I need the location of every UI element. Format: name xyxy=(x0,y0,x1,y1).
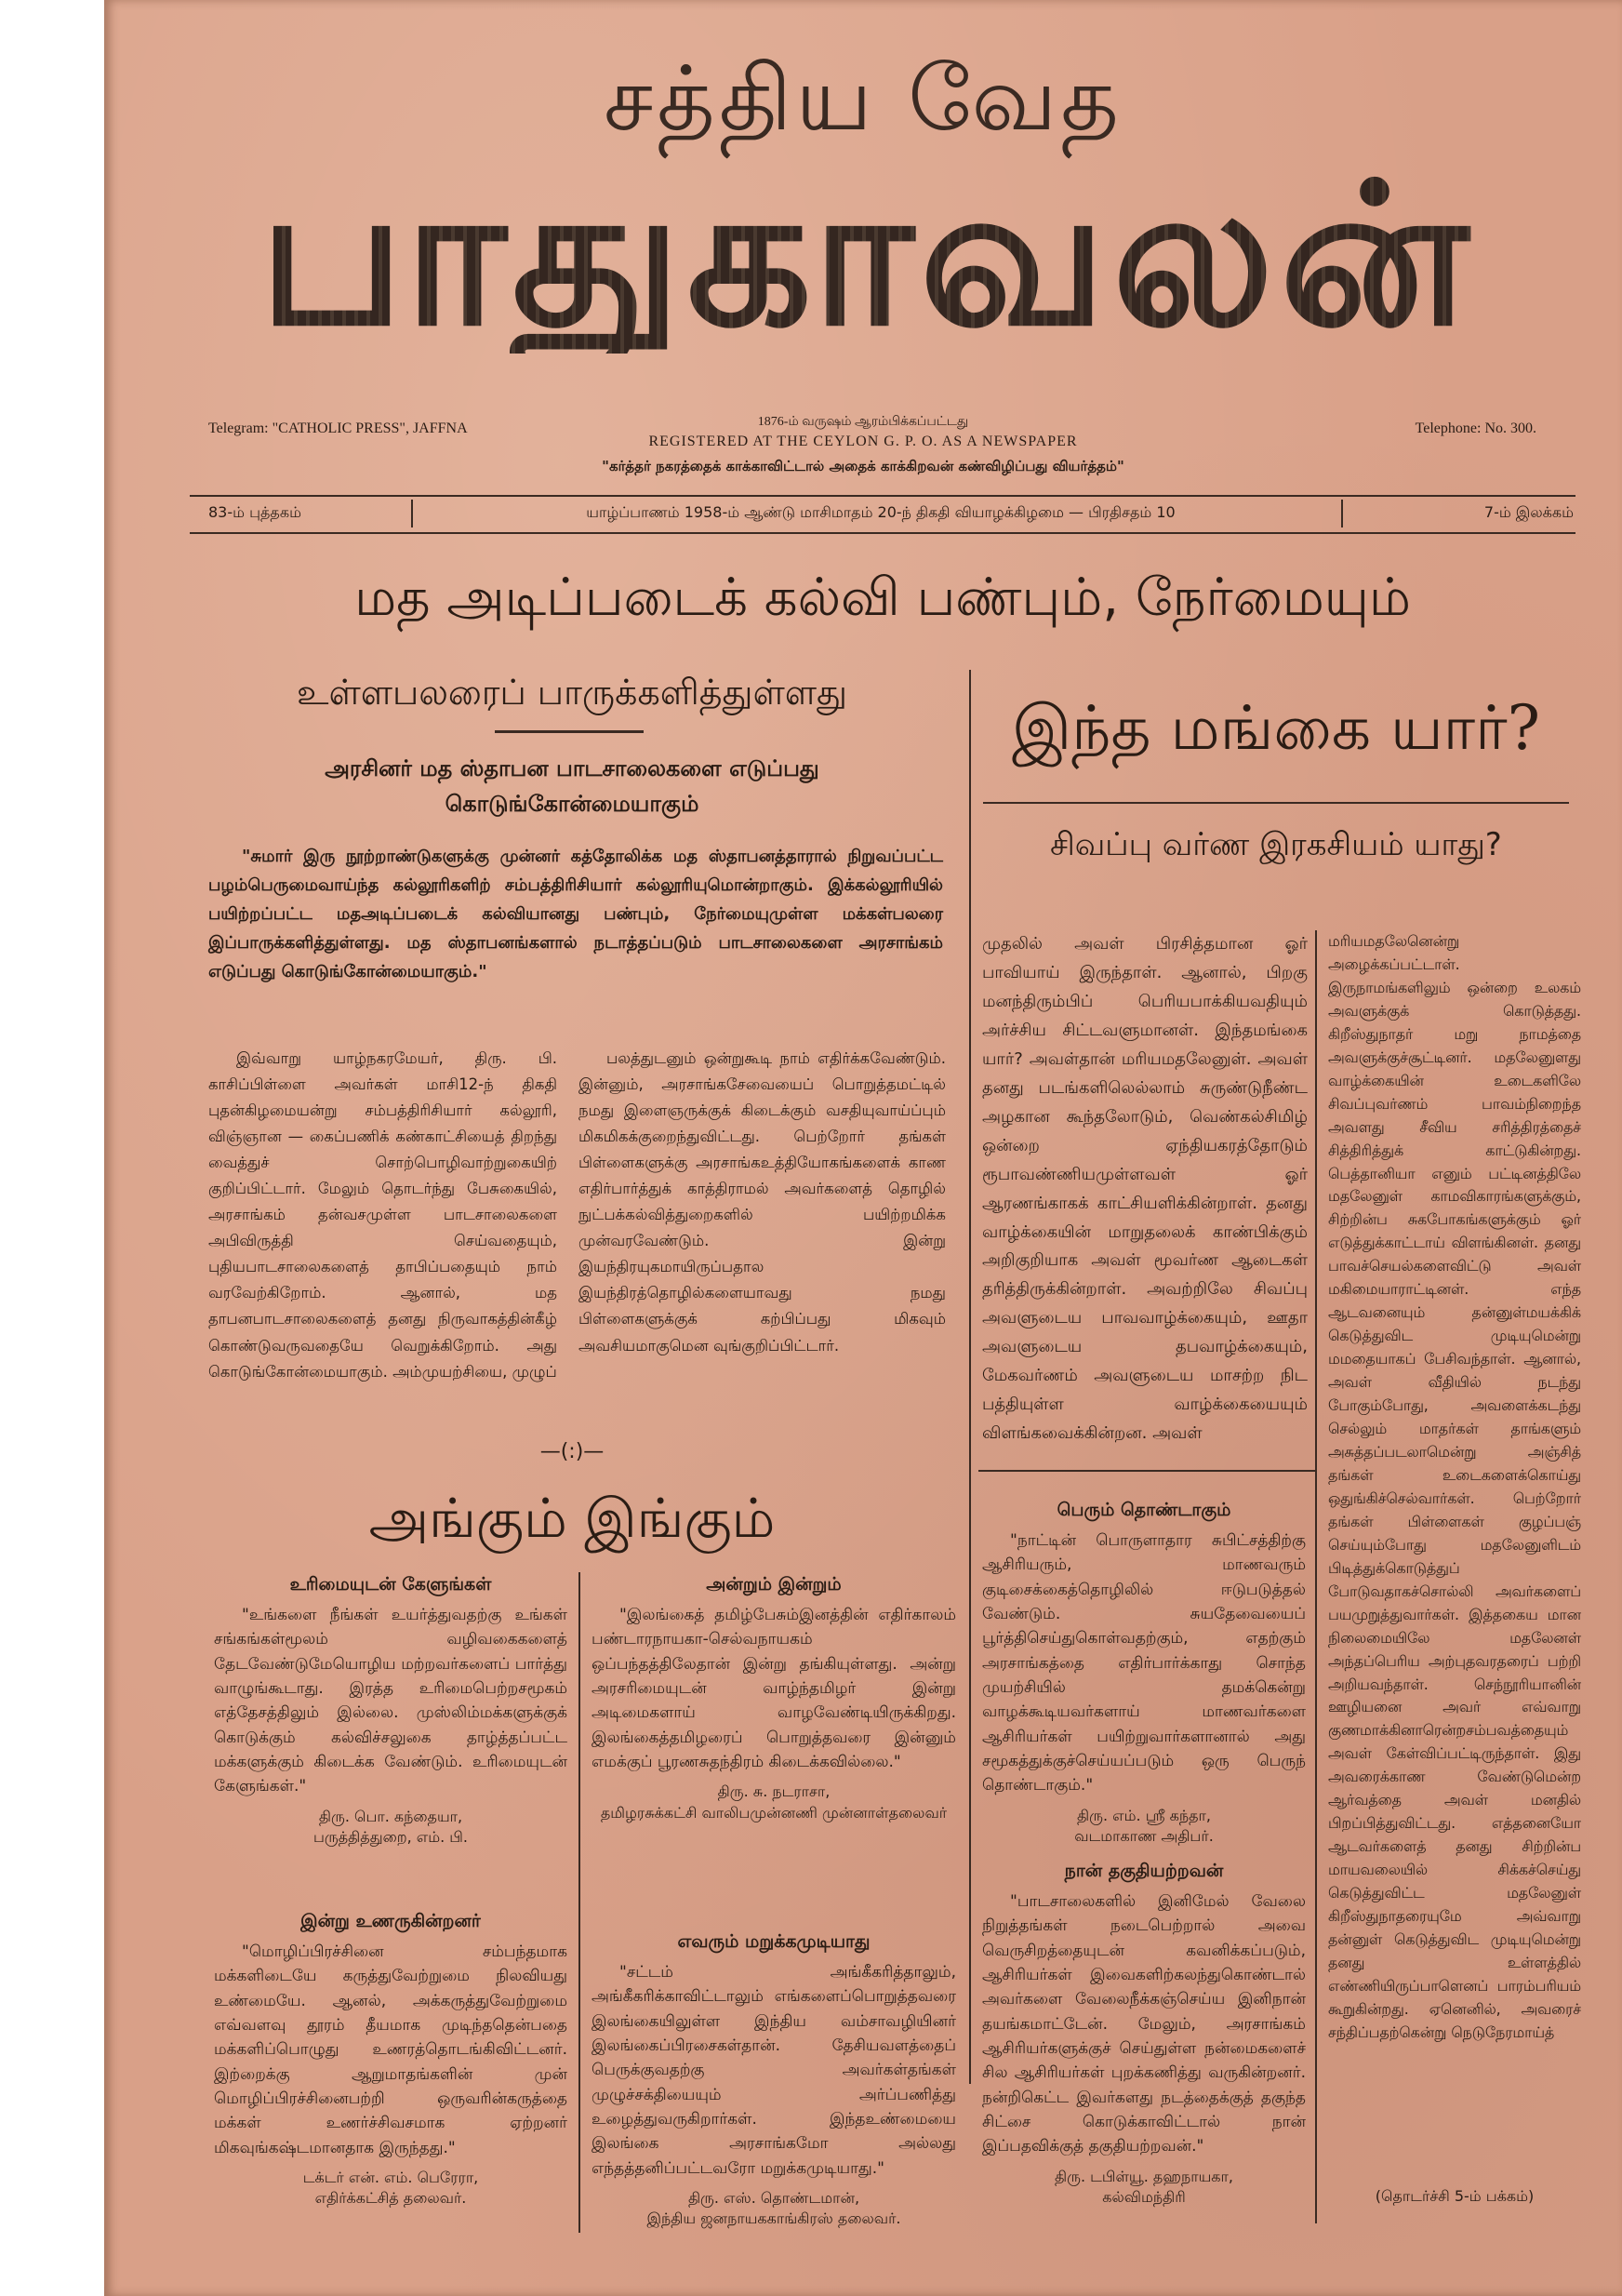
column-divider-main xyxy=(969,670,971,2084)
telegram-line: Telegram: "CATHOLIC PRESS", JAFFNA xyxy=(208,420,468,436)
lead-subheadline-2: கொடுங்கோன்மையாகும் xyxy=(445,791,699,817)
news-item-heading: இன்று உணருகின்றனர் xyxy=(300,1911,481,1931)
news-item xyxy=(214,1574,567,1849)
news-item-body: "உங்களை நீங்கள் உயர்த்துவதற்கு உங்கள் சங்கங்கள்மூலம் வழிவகைகளைத் தேடவேண்டுமேயொழிய மற்றவர்களைப் பார்த்து வாழுங்கூடாது. இரத்த உரிமைபெற்றசமூகம் எத்தேசத்திலும் இல்லை. முஸ்லிம்மக்களுக்குக் கொடுக்கும் கல்விச்சலுகை தாழ்த்தப்பட்ட மக்களுக்கும் கிடைக்க வேண்டும். உரிமையுடன் கேளுங்கள்." xyxy=(214,1606,567,1796)
news-item-signature-title: பருத்தித்துறை, எம். பி. xyxy=(313,1828,468,1847)
news-item-heading: உரிமையுடன் கேளுங்கள் xyxy=(289,1574,492,1595)
newspaper-page xyxy=(104,0,1622,2296)
news-item-signature: திரு. பொ. கந்தையா, xyxy=(318,1807,463,1825)
news-item-heading: எவரும் மறுக்கமுடியாது xyxy=(677,1931,871,1952)
motto: "கர்த்தர் நகரத்தைக் காக்காவிட்டால் அதைக் காக்கிறவன் கண்விழிப்பது வியர்த்தம்" xyxy=(602,458,1124,474)
news-item xyxy=(982,1861,1306,2209)
lead-column-2: பலத்துடனும் ஒன்றுகூடி நாம் எதிர்க்கவேண்டும். இன்னும், அரசாங்கசேவையைப் பொறுத்தமட்டில் நமது இளைஞருக்குக் கிடைக்கும் வசதியுவாய்ப்பும் மிகமிகக்குறைந்துவிட்டது. பெற்றோர் தங்கள் பிள்ளைகளுக்கு அரசாங்கஉத்தியோகங்களைக் காண எதிர்பார்த்துக் காத்திராமல் அவர்களைத் தொழில் நுட்பக்கல்வித்துறைகளில் பயிற்றமிக்க முன்வரவேண்டும். இன்று இயந்திரயுகமாயிருப்பதால இயந்திரத்தொழில்களையாவது நமது பிள்ளைகளுக்குக் கற்பிப்பது மிகவும் அவசியமாகுமென வுங்குறிப்பிட்டார். xyxy=(578,1049,946,1355)
column-divider-left xyxy=(578,1572,580,2233)
dateline-divider xyxy=(1341,500,1343,527)
masthead-top-title: சத்திய வேத xyxy=(604,47,1123,151)
news-item-signature-title: இந்திய ஜனநாயககாங்கிரஸ் தலைவர். xyxy=(646,2209,901,2228)
issue-date: யாழ்ப்பாணம் 1958-ம் ஆண்டு மாசிமாதம் 20-ந் திகதி வியாழக்கிழமை — பிரதிசதம் 10 xyxy=(586,503,1176,521)
lead-ornament-rule xyxy=(495,730,644,733)
news-item-signature: திரு. டபிள்யூ. தஹநாயகா, xyxy=(1055,2167,1233,2185)
mystery-end-rule xyxy=(978,1470,1315,1472)
news-item-body: "நாட்டின் பொருளாதார சுபிட்சத்திற்கு ஆசிரியரும், மாணவரும் குடிசைக்கைத்தொழிலில் ஈடுபடுத்தல் வேண்டும். சுயதேவையைப் பூர்த்திசெய்துகொள்வதற்கும், எதற்கும் அரசாங்கத்தை எதிர்பார்க்காது சொந்த முயற்சியில் தமக்கென்று வாழக்கூடியவர்களாய் மாணவர்களை ஆசிரியர்கள் பயிற்றுவார்களானால் அது சமூகத்துக்குச்செய்யப்படும் ஒரு பெருந் தொண்டாகும்." xyxy=(982,1531,1306,1795)
news-item xyxy=(214,1911,567,2209)
mystery-column-1: முதலில் அவள் பிரசித்தமான ஓர் பாவியாய் இருந்தாள். ஆனால், பிறகு மனந்திரும்பிப் பெரியபாக்கியவதியும் அர்ச்சிய சிட்டவளுமானள். இந்தமங்கை யார்? அவள்தான் மரியமதலேனுள். அவள் தனது படங்களிலெல்லாம் சுருண்டுநீண்ட அழகான கூந்தலோடும், வெண்கல்சிமிழ் ஒன்றை ஏந்தியகரத்தோடும் ரூபாவண்ணியமுள்ளவள் ஓர் ஆரணங்காகக் காட்சியளிக்கின்றாள். தனது வாழ்க்கையின் மாறுதலைக் காண்பிக்கும் அறிகுறியாக அவள் மூவர்ண ஆடைகள் தரித்திருக்கின்றாள். அவற்றிலே சிவப்பு அவளுடைய பாவவாழ்க்கையும், ஊதா அவளுடைய தபவாழ்க்கையும், மேகவர்ணம் அவளுடைய மாசற்ற நிட பத்தியுள்ள வாழ்க்கையையும் விளங்கவைக்கின்றன. அவள் xyxy=(982,934,1308,1444)
news-item-body: "சட்டம் அங்கீகரித்தாலும், அங்கீகரிக்காவிட்டாலும் எங்களைப்பொறுத்தவரை இலங்கையிலுள்ள இந்திய வம்சாவழியினர் இலங்கைப்பிரசைகள்தான். தேசியவளத்தைப் பெருக்குவதற்கு அவர்கள்தங்கள் முழுச்சக்தியையும் அர்ப்பணித்து உழைத்துவருகிறார்கள். இந்தஉண்மையை இலங்கை அரசாங்கமோ அல்லது எந்தத்தனிப்பட்டவரோ மறுக்கமுடியாது." xyxy=(592,1963,956,2178)
news-item xyxy=(982,1500,1306,1848)
section-ornament: —(:)— xyxy=(539,1440,605,1463)
telephone-line: Telephone: No. 300. xyxy=(1415,420,1536,436)
news-item-signature-title: தமிழரசுக்கட்சி வாலிபமுன்னணி முன்னாள்தலைவர் xyxy=(600,1803,948,1822)
dateline-top-rule xyxy=(190,495,1575,497)
main-headline: மத அடிப்படைக் கல்வி பண்பும், நேர்மையும் xyxy=(354,567,1411,628)
mystery-column-2: மரியமதலேனென்று அழைக்கப்பட்டாள். இருநாமங்களிலும் ஒன்றை உலகம் அவளுக்குக் கொடுத்தது. கிறீஸ்துநாதர் மறு நாமத்தை அவளுக்குச்சூட்டினர். மதலேனுளது வாழ்க்கையின் உடைகளிலே சிவப்புவர்ணம் பாவம்நிறைந்த அவளது சீவிய சரித்திரத்தைச் சித்திரித்துக் காட்டுகின்றது. பெத்தானியா எனும் பட்டினத்திலே மதலேனுள் காமவிகாரங்களுக்கும், சிற்றின்ப சுகபோகங்களுக்கும் ஓர் எடுத்துக்காட்டாய் விளங்கினள். தனது பாவச்செயல்களைவிட்டு அவள் மகிமையாராட்டினள். எந்த ஆடவனையும் தன்னுள்மயக்கிக் கெடுத்துவிட முடியுமென்று மமதையாகப் பேசிவந்தாள். ஆனால், அவள் வீதியில் நடந்து போகும்போது, அவளைக்கடந்து செல்லும் மாதர்கள் தாங்களும் அசுத்தப்படலாமென்று அஞ்சித் தங்கள் உடைகளைக்கொய்து ஒதுங்கிச்செல்வார்கள். பெற்றோர் தங்கள் பிள்ளைகள் குழப்பஞ் செய்யும்போது மதலேனுளிடம் பிடித்துக்கொடுத்துப் போடுவதாகச்சொல்லி அவர்களைப் பயமுறுத்துவார்கள். இத்தகைய மான நிலைமையிலே மதலேனள் அந்தப்பெரிய அற்புதவரதரைப் பற்றி அறியவந்தாள். செந்நூரியானின் ஊழியனை அவர் எவ்வாறு குணமாக்கினாரென்றசம்பவத்தையும் அவள் கேள்விப்பட்டிருந்தாள். இது அவரைக்காண வேண்டுமென்ற ஆர்வத்தை அவள் மனதில் பிறப்பித்துவிட்டது. எத்தனையோ ஆடவர்களைத் தனது சிற்றின்ப மாயவலையில் சிக்கச்செய்து கெடுத்துவிட்ட மதலேனுள் கிறீஸ்துநாதரையுமே அவ்வாறு தன்னுள் கெடுத்துவிட முடியுமென்று தனது உள்ளத்தில் எண்ணியிருப்பாளெனப் பாரம்பரியம் கூறுகின்றது. ஏனெனில், அவரைச் சந்திப்பதற்கென்று நெடுநேரமாய்த் xyxy=(1328,932,1581,2041)
registered-line: REGISTERED AT THE CEYLON G. P. O. AS A NEWSPAPER xyxy=(648,434,1078,449)
news-item-heading: நான் தகுதியற்றவன் xyxy=(1064,1861,1224,1881)
news-item-signature-title: கல்விமந்திரி xyxy=(1102,2188,1186,2207)
mystery-rule xyxy=(983,802,1569,804)
news-item-body: "இலங்கைத் தமிழ்பேசும்இனத்தின் எதிர்காலம் பண்டாரநாயகா-செல்வநாயகம் ஒப்பந்தத்திலேதான் இன்று தங்கியுள்ளது. அன்று அரசரிமையுடன் வாழ்ந்தமிழர் இன்று அடிமைகளாய் வாழவேண்டியிருக்கிறது. இலங்கைத்தமிழரைப் பொறுத்தவரை இன்னும் எமக்குப் பூரணசுதந்திரம் கிடைக்கவில்லை." xyxy=(592,1606,956,1772)
lead-headline: உள்ளபலரைப் பாருக்களித்துள்ளது xyxy=(296,672,848,713)
news-item xyxy=(592,1574,956,1823)
continued-note: (தொடர்ச்சி 5-ம் பக்கம்) xyxy=(1375,2187,1535,2205)
news-item-heading: பெரும் தொண்டாகும் xyxy=(1057,1500,1231,1520)
news-item-signature: டக்டர் என். எம். பெரேரா, xyxy=(302,2169,479,2187)
lead-quote: "சுமார் இரு நூற்றாண்டுகளுக்கு முன்னர் கத்தோலிக்க மத ஸ்தாபனத்தாரால் நிறுவப்பட்ட பழம்பெருமைவாய்ந்த கல்லூரிகளிற் சம்பத்திரிசியார் கல்லூரியுமொன்றாகும். இக்கல்லூரியில் பயிற்றப்பட்ட மதஅடிப்படைக் கல்வியானது பண்பும், நேர்மையுமுள்ள மக்கள்பலரை இப்பாருக்களித்துள்ளது. மத ஸ்தாபனங்களால் நடாத்தப்படும் பாடசாலைகளை அரசாங்கம் எடுப்பது கொடுங்கோன்மையாகும்." xyxy=(208,847,943,981)
dateline-divider xyxy=(411,500,413,527)
news-item-heading: அன்றும் இன்றும் xyxy=(706,1574,842,1595)
masthead-main-title: பாதுகாவலன் xyxy=(225,158,1509,354)
news-item-signature: திரு. எஸ். தொண்டமான், xyxy=(687,2189,860,2208)
volume-number: 83-ம் புத்தகம் xyxy=(208,503,301,521)
section-title: அங்கும் இங்கும் xyxy=(368,1487,776,1550)
news-item xyxy=(592,1931,956,2230)
news-item-body: "பாடசாலைகளில் இனிமேல் வேலை நிறுத்தங்கள் நடைபெற்றால் அவை வெருசிறத்தையுடன் கவனிக்கப்படும், ஆசிரியர்கள் இவைகளிற்கலந்துகொண்டால் அவர்களை வேலைநீக்கஞ்செய்ய இனிநான் தயங்கமாட்டேன். மேலும், அரசாங்கம் ஆசிரியர்களுக்குச் செய்துள்ள நன்மைகளைச் சில ஆசிரியர்கள் புறக்கணித்து வருகின்றனர். நன்றிகெட்ட இவர்களது நடத்தைக்குத் தகுந்த சிட்சை கொடுக்காவிட்டால் நான் இப்பதவிக்குத் தகுதியற்றவன்." xyxy=(982,1892,1306,2156)
lead-subheadline-1: அரசினர் மத ஸ்தாபன பாடசாலைகளை எடுப்பது xyxy=(325,755,819,781)
founded-line: 1876-ம் வருஷம் ஆரம்பிக்கப்பட்டது xyxy=(757,415,969,429)
mystery-headline: இந்த மங்கை யார்? xyxy=(1011,692,1541,764)
lead-column-1: இவ்வாறு யாழ்நகரமேயர், திரு. பி. காசிப்பிள்ளை அவர்கள் மாசி12-ந் திகதி புதன்கிழமையன்று சம்பத்திரிசியார் கல்லூரி, விஞ்ஞான — கைப்பணிக் கண்காட்சியைத் திறந்து வைத்துச் சொற்பொழிவாற்றுகையிற் குறிப்பிட்டார். மேலும் தொடர்ந்து பேசுகையில், அரசாங்கம் தன்வசமுள்ள பாடசாலைகளை அபிவிருத்தி செய்வதையும், புதியபாடசாலைகளைத் தாபிப்பதையும் நாம் வரவேற்கிறோம். ஆனால், மத தாபனபாடசாலைகளைத் தனது நிருவாகத்தின்கீழ் கொண்டுவருவதையே வெறுக்கிறோம். அது கொடுங்கோன்மையாகும். அம்முயற்சியை, முழுப் xyxy=(208,1049,557,1381)
news-item-signature: திரு. சு. நடராசா, xyxy=(717,1782,831,1801)
news-item-signature-title: வடமாகாண அதிபர். xyxy=(1074,1827,1214,1846)
news-item-signature-title: எதிர்க்கட்சித் தலைவர். xyxy=(314,2189,467,2208)
news-item-signature: திரு. எம். ஸ்ரீ கந்தா, xyxy=(1077,1806,1211,1824)
dateline-bottom-rule xyxy=(190,532,1575,534)
column-divider-right xyxy=(1315,930,1317,2223)
news-item-body: "மொழிப்பிரச்சினை சம்பந்தமாக மக்களிடையே கருத்துவேற்றுமை நிலவியது உண்மையே. ஆனல், அக்கருத்துவேற்றுமை எவ்வளவு தூரம் தீயமாக முடிந்ததென்பதை மக்களிப்பொழுது உணரத்தொடங்கிவிட்டனர். இற்றைக்கு ஆறுமாதங்களின் முன் மொழிப்பிரச்சினைபற்றி ஒருவரின்கருத்தை மக்கள் உணர்ச்சிவசமாக ஏற்றனர் மிகவுங்கஷ்டமானதாக இருந்தது." xyxy=(214,1942,567,2157)
issue-number: 7-ம் இலக்கம் xyxy=(1483,503,1574,521)
mystery-subheadline: சிவப்பு வர்ண இரகசியம் யாது? xyxy=(1050,826,1502,863)
